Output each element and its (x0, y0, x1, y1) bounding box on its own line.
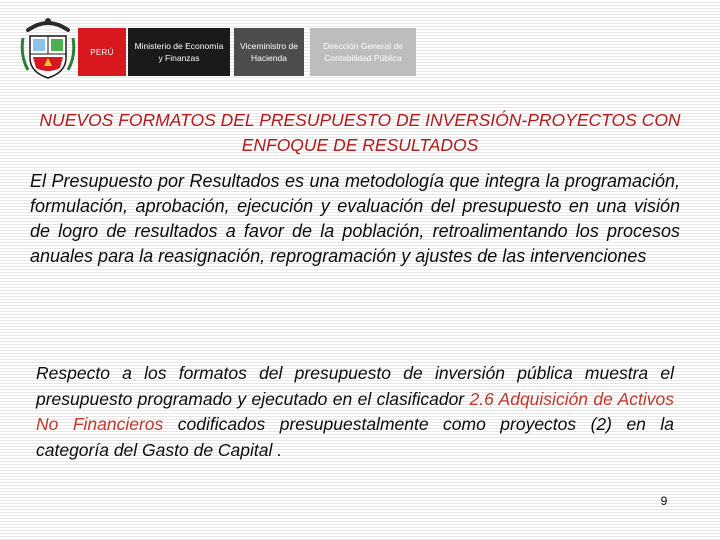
direction-label: Dirección General de Contabilidad Pública (310, 28, 416, 76)
classifier-highlight: 2.6 Adquisición de Activos No Financieros (36, 388, 674, 434)
slide-header (0, 0, 720, 90)
paragraph-formats-after: codificados presupuestalmente como proyectos (2) en la categoría del Gasto de Capital . (36, 414, 674, 460)
paragraph-formats-before: Respecto a los formatos del presupuesto de inversión pública muestra el presupuesto programado y ejecutado en el clasificador (36, 363, 674, 409)
paragraph-intro: El Presupuesto por Resultados es una metodología que integra la programación, formulación, aprobación, ejecución y evaluación del presupuesto en una visión de logro de resultados a favor de la población, retroalimentando los procesos anuales para la reasignación, reprogramación y ajustes de las intervenciones (30, 171, 680, 266)
ministry-label: Ministerio de Economía y Finanzas (128, 28, 230, 76)
paragraph-formats (36, 361, 674, 463)
vice-ministry-label: Viceministro de Hacienda (234, 28, 304, 76)
peru-coat-of-arms-icon (20, 14, 76, 82)
peru-label: PERÚ (78, 28, 126, 76)
page-number: 9 (660, 494, 668, 508)
slide-title: NUEVOS FORMATOS DEL PRESUPUESTO DE INVERSIÓN-PROYECTOS CON ENFOQUE DE RESULTADOS (39, 110, 681, 155)
